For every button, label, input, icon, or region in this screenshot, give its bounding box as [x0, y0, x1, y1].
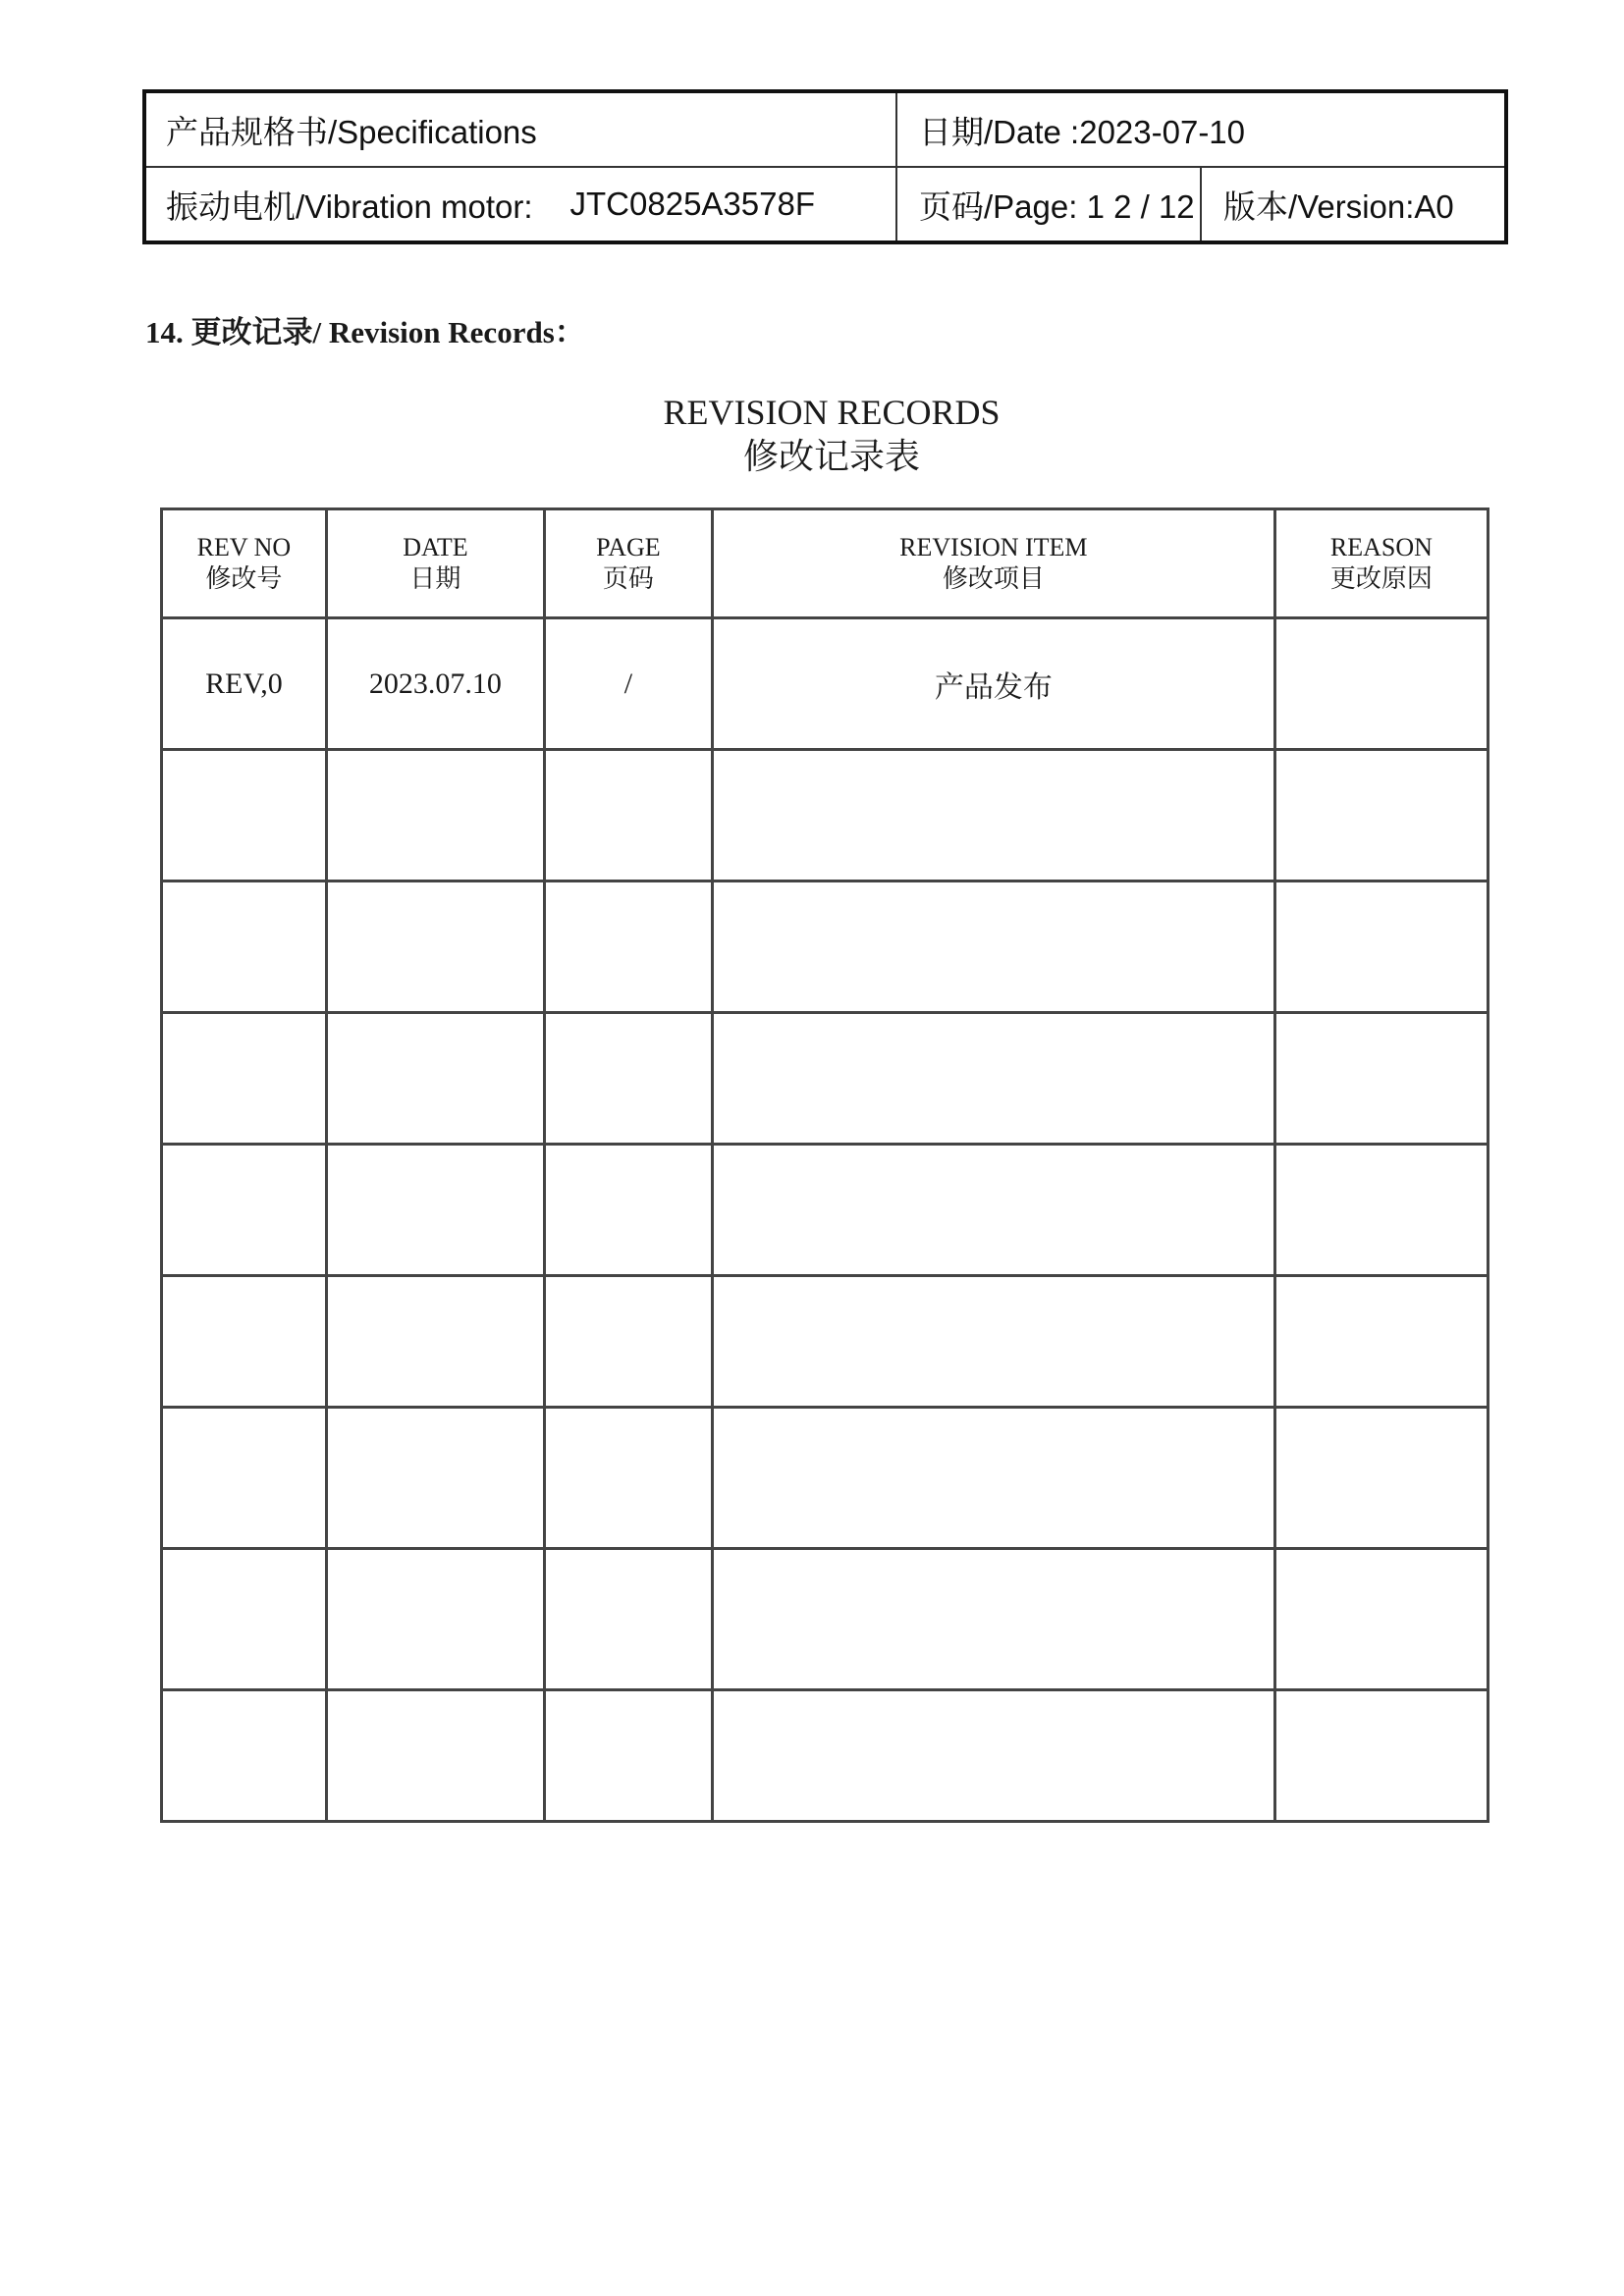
table-row: [162, 1013, 1489, 1145]
section-heading: 14. 更改记录/ Revision Records：: [145, 315, 585, 349]
cell-reason: [1274, 750, 1488, 881]
cell-revision-item: [712, 1549, 1274, 1690]
cell-page: [545, 1549, 713, 1690]
page-field: 页码/Page: 1 2 / 12: [919, 187, 1195, 225]
cell-page: [545, 1408, 713, 1549]
cell-date: [326, 1408, 544, 1549]
col-header-rev-no: [162, 509, 327, 618]
table-row: [162, 881, 1489, 1013]
table-row: [162, 750, 1489, 881]
cell-revision-item: [712, 750, 1274, 881]
col-header-zh: 修改号: [205, 564, 283, 593]
table-row: [162, 1549, 1489, 1690]
cell-rev-no: [162, 1013, 327, 1145]
cell-reason: [1274, 881, 1488, 1013]
cell-date: [326, 881, 544, 1013]
col-header-revision-item: [712, 509, 1274, 618]
cell-date: [326, 750, 544, 881]
cell-rev-no: [162, 1145, 327, 1276]
col-header-en: PAGE: [596, 533, 661, 561]
cell-page: [545, 881, 713, 1013]
table-row: [162, 1690, 1489, 1822]
cell-date: 2023.07.10: [326, 618, 544, 750]
table-row: [162, 1145, 1489, 1276]
cell-rev-no: [162, 1690, 327, 1822]
col-header-en: REV NO: [196, 533, 292, 561]
cell-rev-no: [162, 881, 327, 1013]
cell-reason: [1274, 1690, 1488, 1822]
cell-revision-item: [712, 1013, 1274, 1145]
col-header-zh: 更改原因: [1329, 564, 1433, 593]
cell-page: /: [545, 618, 713, 750]
table-row: [162, 1276, 1489, 1408]
cell-revision-item: [712, 1276, 1274, 1408]
cell-revision-item: [712, 1408, 1274, 1549]
cell-page: [545, 1690, 713, 1822]
table-title-zh: 修改记录表: [742, 437, 920, 476]
cell-revision-item: 产品发布: [712, 618, 1274, 750]
motor-label: 振动电机/Vibration motor:: [166, 187, 533, 225]
cell-page: [545, 1145, 713, 1276]
table-row: [162, 618, 1489, 750]
cell-date: [326, 1549, 544, 1690]
cell-reason: [1274, 618, 1488, 750]
cell-revision-item: [712, 1690, 1274, 1822]
cell-revision-item: [712, 881, 1274, 1013]
cell-page: [545, 750, 713, 881]
col-header-zh: 日期: [409, 564, 461, 593]
cell-date: [326, 1013, 544, 1145]
col-header-zh: 页码: [602, 564, 654, 593]
version-field: 版本/Version:A0: [1223, 187, 1454, 225]
motor-field: [166, 168, 815, 240]
header-row-2: [146, 168, 1504, 240]
cell-page: [545, 1013, 713, 1145]
cell-reason: [1274, 1276, 1488, 1408]
cell-revision-item: [712, 1145, 1274, 1276]
document-header: [142, 89, 1508, 244]
cell-date: [326, 1276, 544, 1408]
header-row-1: [146, 93, 1504, 168]
date-field: 日期/Date :2023-07-10: [919, 113, 1246, 150]
col-header-en: REASON: [1329, 533, 1433, 561]
col-header-date: [326, 509, 544, 618]
col-header-reason: [1274, 509, 1488, 618]
table-header-row: [162, 509, 1489, 618]
cell-rev-no: [162, 1276, 327, 1408]
col-header-page: [545, 509, 713, 618]
cell-date: [326, 1690, 544, 1822]
table-title-en: REVISION RECORDS: [663, 393, 1001, 432]
cell-date: [326, 1145, 544, 1276]
cell-rev-no: [162, 1549, 327, 1690]
cell-reason: [1274, 1408, 1488, 1549]
cell-rev-no: [162, 1408, 327, 1549]
cell-reason: [1274, 1013, 1488, 1145]
col-header-zh: 修改项目: [942, 564, 1045, 593]
cell-rev-no: [162, 750, 327, 881]
cell-rev-no: REV,0: [162, 618, 327, 750]
model-number: JTC0825A3578F: [569, 186, 815, 222]
cell-page: [545, 1276, 713, 1408]
cell-reason: [1274, 1145, 1488, 1276]
cell-reason: [1274, 1549, 1488, 1690]
revision-table: [160, 507, 1489, 1823]
col-header-en: REVISION ITEM: [899, 533, 1088, 561]
table-row: [162, 1408, 1489, 1549]
col-header-en: DATE: [403, 533, 468, 561]
spec-title: 产品规格书/Specifications: [166, 113, 537, 150]
